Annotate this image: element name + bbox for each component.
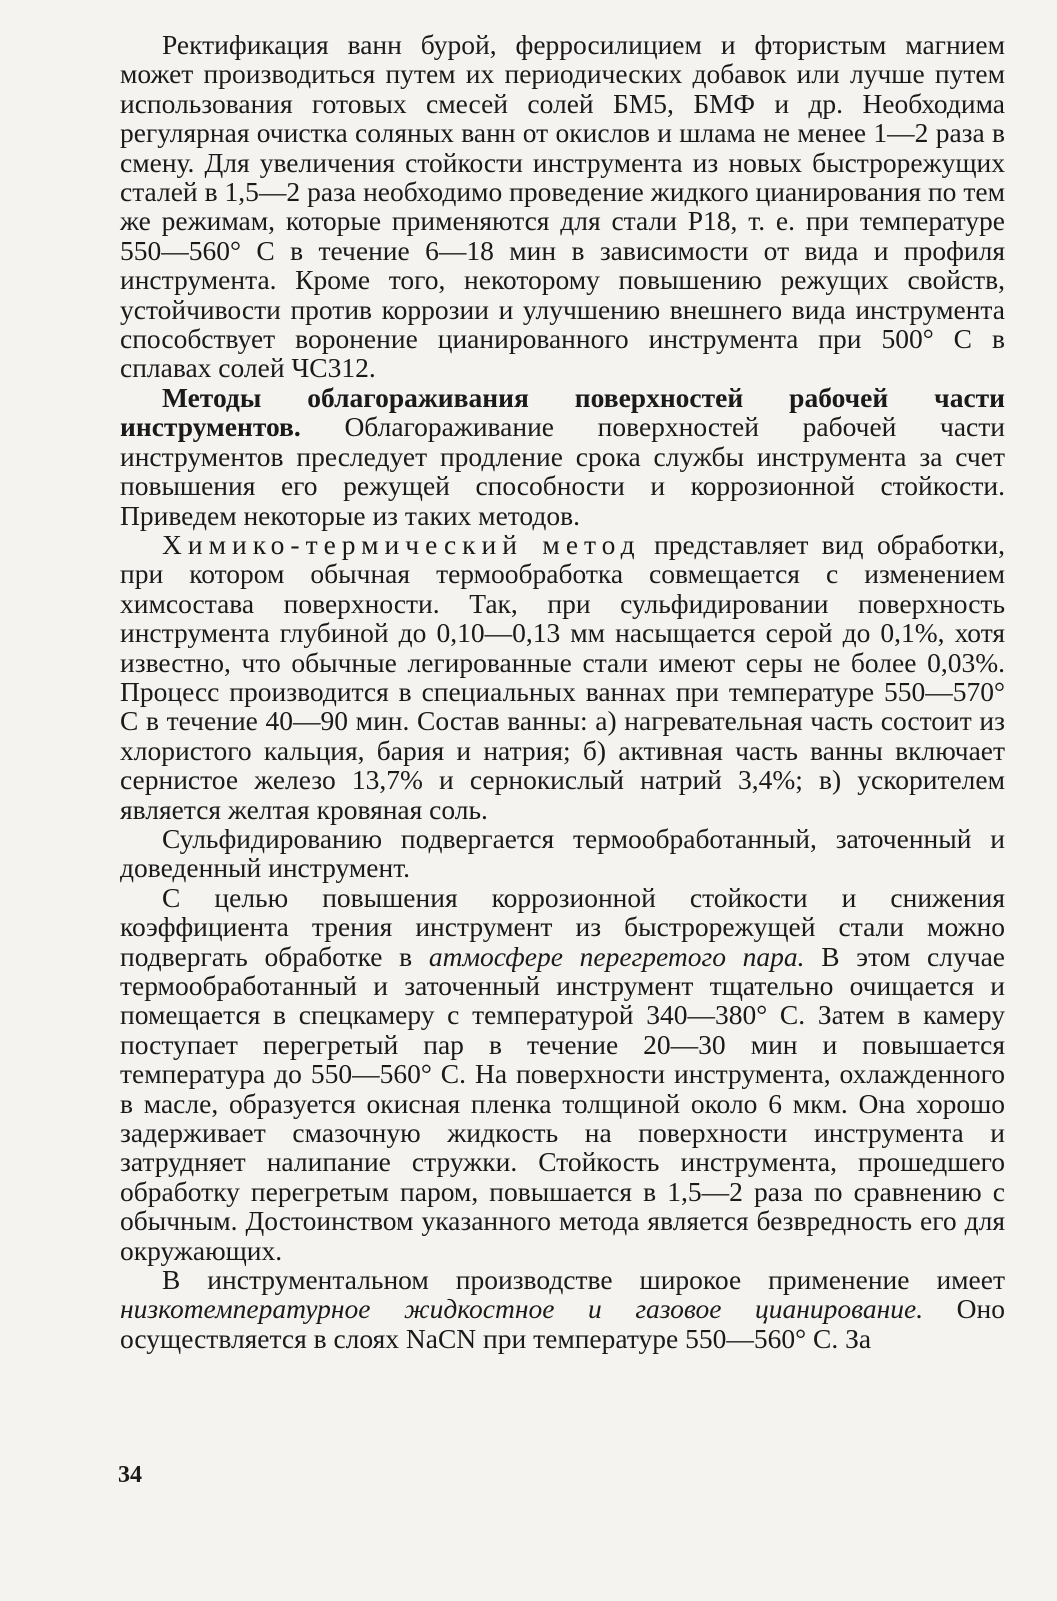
italic-term: атмосфере перегретого пара. [428, 940, 805, 972]
method-term: Химико-термический метод [162, 528, 641, 560]
paragraph-cyaniding [120, 1265, 1005, 1353]
paragraph-text: Облагораживание поверхностей рабочей части инструментов преследует продление срока службы инструмента за счет повышения его режущей способности и коррозионной стойкости. Приведем некоторые из таких методов. [120, 411, 1005, 531]
page-number: 34 [118, 1462, 142, 1488]
paragraph-steam-treatment [120, 883, 1005, 1265]
paragraph-text: В этом случае термообработанный и заточенный инструмент тщательно очищается и помещается в спецкамеру с температурой 340—380° С. Затем в камеру поступает перегретый пар в течение 20—30 мин и повышается температура до 550—560° С. На поверхности инструмента, охлажденного в масле, образуется окисная пленка толщиной около 6 мкм. Она хорошо задерживает смазочную жидкость на поверхности инструмента и затрудняет налипание стружки. Стойкость инструмента, прошедшего обработку перегретым паром, повышается в 1,5—2 раза по сравнению с обычным. Достоинством указанного метода является безвредность его для окружающих. [120, 940, 1005, 1266]
paragraph-chemical-thermal-method [120, 530, 1005, 824]
section-heading: Методы облагораживания поверхностей рабочей части инструментов. [120, 381, 1005, 443]
paragraph-surface-methods [120, 383, 1005, 530]
paragraph-text: В инструментальном производстве широкое применение имеет [162, 1264, 1005, 1296]
paragraph-text: Сульфидированию подвергается термообработанный, заточенный и доведенный инструмент. [120, 822, 1005, 884]
paragraph-salt-bath-rectification [120, 30, 1005, 383]
paragraph-sulfiding [120, 824, 1005, 883]
paragraph-text: Ректификация ванн бурой, ферросилицием и фтористым магнием может производиться путем их периодических добавок или лучше путем использования готовых смесей солей БМ5, БМФ и др. Необходима регулярная очистка соляных ванн от окислов и шлама не менее 1—2 раза в смену. Для увеличения стойкости инструмента из новых быстрорежущих сталей в 1,5—2 раза необходимо проведение жидкого цианирования по тем же режимам, которые применяются для стали Р18, т. е. при температуре 550—560° С в течение 6—18 мин в зависимости от вида и профиля инструмента. Кроме того, некоторому повышению режущих свойств, устойчивости против коррозии и улучшению внешнего вида инструмента способствует воронение цианированного инструмента при 500° С в сплавах солей ЧС312. [120, 29, 1005, 384]
italic-term: низкотемпературное жидкостное и газовое цианирование. [120, 1293, 924, 1325]
paragraph-text: представляет вид обработки, при котором обычная термообработка совмещается с изменением химсостава поверхности. Так, при сульфидировании поверхность инструмента глубиной до 0,10—0,13 мм насыщается серой до 0,1%, хотя известно, что обычные легированные стали имеют серы не более 0,03%. Процесс производится в специальных ваннах при температуре 550—570° С в течение 40—90 мин. Состав ванны: а) нагревательная часть состоит из хлористого кальция, бария и натрия; б) активная часть ванны включает сернистое железо 13,7% и сернокислый натрий 3,4%; в) ускорителем является желтая кровяная соль. [120, 528, 1005, 825]
paragraph-text: С целью повышения коррозионной стойкости и снижения коэффициента трения инструмент из быстрорежущей стали можно подвергать обработке в [120, 881, 1005, 972]
paragraph-text: Оно осуществляется в слоях NaCN при температуре 550—560° С. За [120, 1293, 1006, 1354]
page-body [120, 30, 1005, 1353]
